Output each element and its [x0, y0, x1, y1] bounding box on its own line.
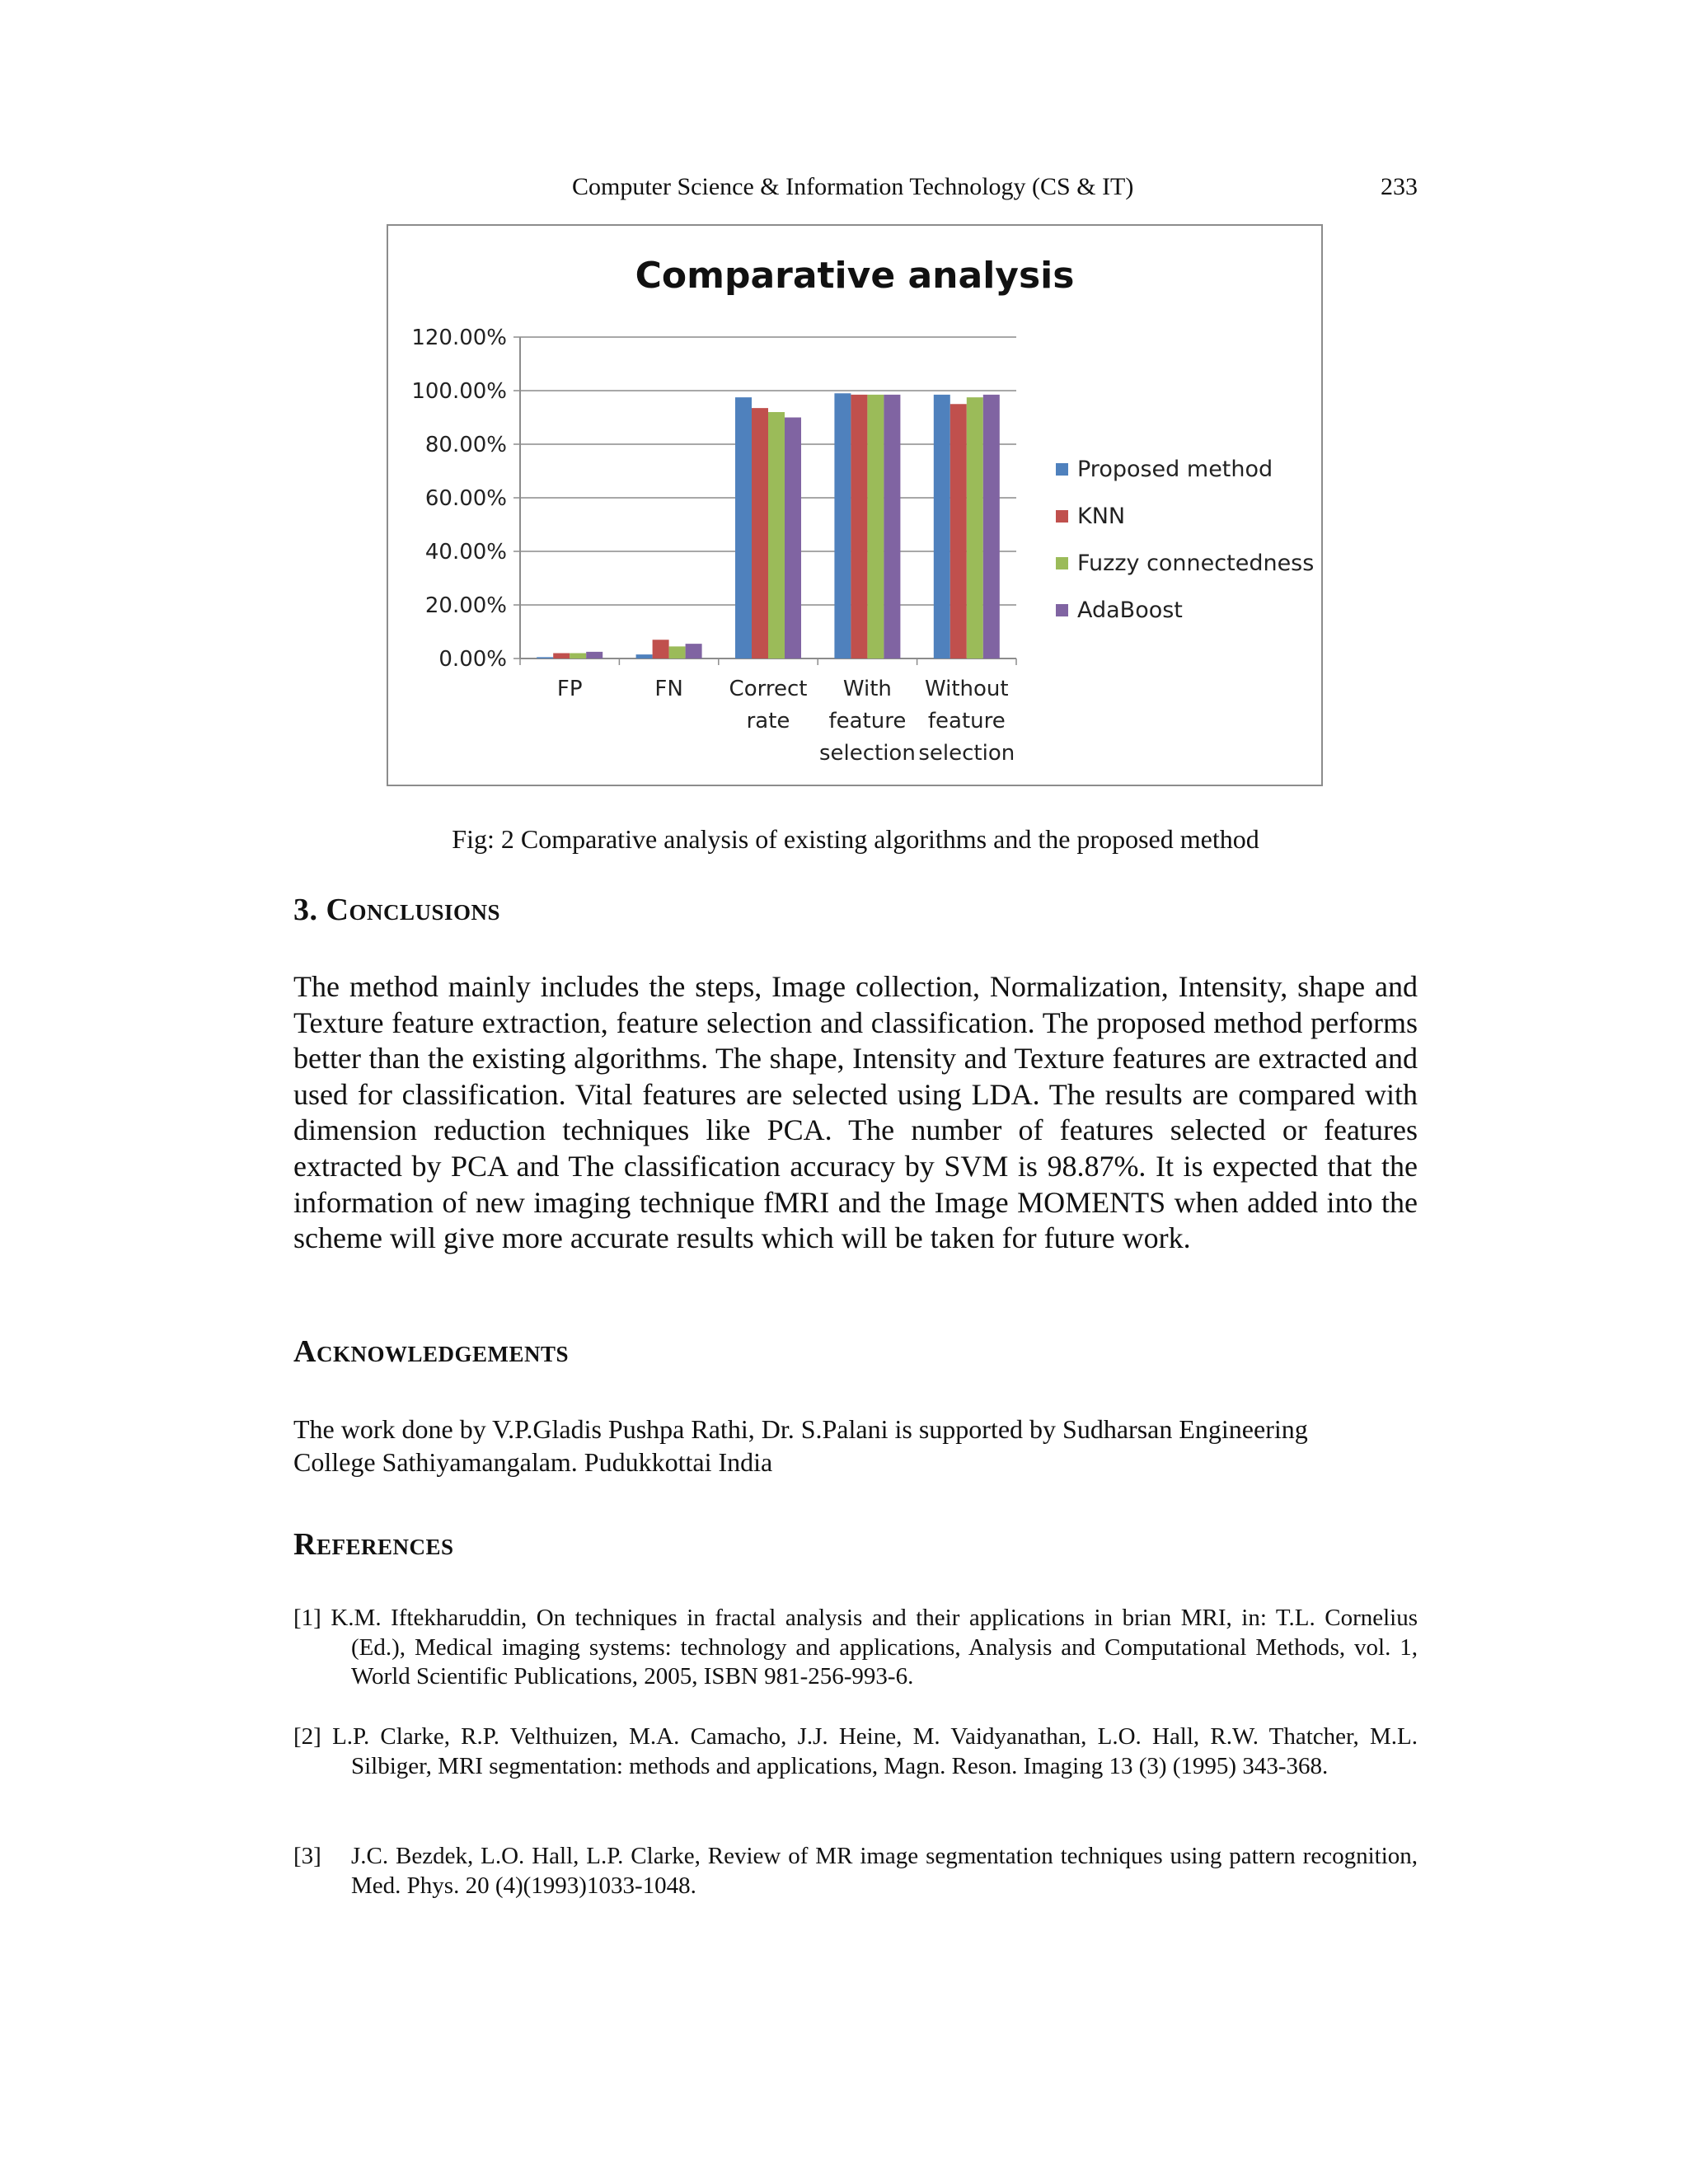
y-tick-label: 60.00%	[424, 486, 507, 511]
references-heading: References	[293, 1527, 454, 1562]
legend-label: Proposed method	[1077, 457, 1273, 482]
reference-text: L.P. Clarke, R.P. Velthuizen, M.A. Camacho, J.J. Heine, M. Vaidyanathan, L.O. Hall, R.W. Thatcher, M.L. Silbiger, MRI segmentation: methods and applications, Magn. Reson. Imaging 13 (3) (1995) 343-368.	[332, 1723, 1418, 1779]
bar	[669, 646, 686, 658]
bar	[950, 404, 967, 658]
bar	[686, 644, 702, 658]
reference-number: [1]	[293, 1605, 321, 1631]
y-tick-label: 40.00%	[424, 540, 507, 565]
reference-number: [2]	[293, 1723, 321, 1750]
reference-item	[293, 1604, 1418, 1692]
bar	[553, 654, 570, 659]
legend-label: AdaBoost	[1077, 598, 1183, 623]
bar	[735, 397, 752, 658]
legend-swatch	[1056, 463, 1068, 476]
bar	[834, 393, 851, 658]
x-tick-label: selection	[818, 741, 916, 766]
conclusions-heading: 3. Conclusions	[293, 893, 500, 927]
bar	[768, 412, 785, 658]
bar	[967, 397, 983, 658]
reference-item	[293, 1722, 1418, 1781]
page-number: 233	[1381, 173, 1418, 200]
x-tick-label: With	[842, 677, 892, 701]
acknowledgements-line-2: College Sathiyamangalam. Pudukkottai India	[293, 1447, 773, 1477]
bar	[934, 395, 950, 658]
y-tick-label: 120.00%	[411, 326, 507, 350]
legend-swatch	[1056, 557, 1068, 569]
bar	[884, 395, 900, 658]
bar	[570, 654, 586, 659]
bar	[537, 657, 553, 658]
legend-label: Fuzzy connectedness	[1077, 551, 1315, 576]
reference-number: [3]	[293, 1843, 321, 1869]
bar	[851, 395, 867, 658]
y-tick-label: 20.00%	[424, 593, 507, 618]
bar	[586, 652, 603, 658]
reference-item	[293, 1842, 1418, 1900]
figure-caption: Fig: 2 Comparative analysis of existing algorithms and the proposed method	[452, 824, 1259, 854]
y-tick-label: 80.00%	[424, 433, 507, 457]
x-tick-label: Without	[924, 677, 1009, 701]
y-tick-label: 100.00%	[411, 379, 507, 404]
legend-swatch	[1056, 604, 1068, 616]
x-tick-label: rate	[746, 709, 790, 733]
x-tick-label: feature	[927, 709, 1006, 733]
x-tick-label: FN	[654, 677, 683, 701]
reference-text: J.C. Bezdek, L.O. Hall, L.P. Clarke, Review of MR image segmentation techniques using pattern recognition, Med. Phys. 20 (4)(1993)1033-1048.	[351, 1843, 1418, 1899]
bar	[653, 640, 669, 658]
conclusions-paragraph: The method mainly includes the steps, Image collection, Normalization, Intensity, shape and Texture feature extraction, feature selection and classification. The proposed method performs better than the existing algorithms. The shape, Intensity and Texture features are extracted and used for classification. Vital features are selected using LDA. The results are compared with dimension reduction techniques like PCA. The number of features selected or features extracted by PCA and The classification accuracy by SVM is 98.87%. It is expected that the information of new imaging technique fMRI and the Image MOMENTS when added into the scheme will give more accurate results which will be taken for future work.	[293, 970, 1418, 1255]
legend-swatch	[1056, 510, 1068, 523]
y-tick-label: 0.00%	[438, 647, 507, 672]
acknowledgements-line-1: The work done by V.P.Gladis Pushpa Rathi, Dr. S.Palani is supported by Sudharsan Engineering	[293, 1414, 1308, 1444]
reference-text: K.M. Iftekharuddin, On techniques in fractal analysis and their applications in brian MRI, in: T.L. Cornelius (Ed.), Medical imaging systems: technology and applications, Analysis and Computational Methods, vol. 1, World Scientific Publications, 2005, ISBN 981-256-993-6.	[331, 1605, 1418, 1690]
x-tick-label: selection	[918, 741, 1015, 766]
bar	[983, 395, 1000, 658]
journal-name: Computer Science & Information Technology (CS & IT)	[572, 173, 1134, 200]
chart-title: Comparative analysis	[635, 255, 1075, 297]
bar	[636, 654, 653, 658]
bar	[785, 418, 801, 659]
figure-chart-frame	[387, 224, 1323, 786]
x-tick-label: Correct	[729, 677, 808, 701]
x-tick-label: FP	[556, 677, 583, 701]
bar	[752, 408, 768, 658]
bar	[867, 395, 884, 658]
running-head	[293, 173, 1418, 209]
acknowledgements-heading: Acknowledgements	[293, 1334, 569, 1369]
legend-label: KNN	[1077, 504, 1126, 529]
acknowledgements-paragraph	[293, 1413, 1418, 1479]
comparative-analysis-chart	[388, 226, 1321, 785]
x-tick-label: feature	[828, 709, 907, 733]
